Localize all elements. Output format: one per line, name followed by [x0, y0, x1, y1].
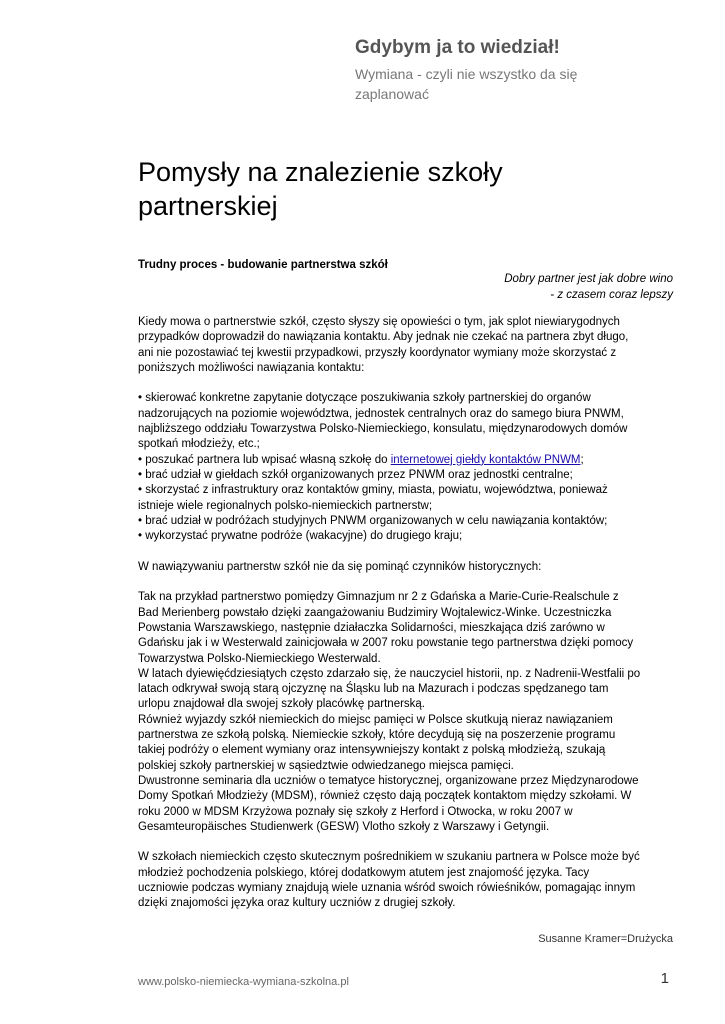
text-line: istnieje wiele regionalnych polsko-niemieckich partnerstw;: [138, 499, 433, 512]
text-line: urlopu znajdował dla swojej szkoły placówkę partnerską.: [138, 698, 426, 711]
text-line: Bad Merienberg powstało dzięki zaangażowaniu Budzimiry Wojtalewicz-Winke. Uczestniczka: [138, 606, 612, 619]
closing-paragraph: [138, 850, 678, 911]
motto-quote: [504, 272, 673, 303]
text-line: najbliższego oddziału Towarzystwa Polsko-Niemieckiego, konsulatu, międzynarodowych domów: [138, 423, 628, 436]
page-title: [138, 155, 618, 223]
text-line: uczniowie podczas wymiany znajdują wiele uznania wśród swoich rówieśników, pomagając innym: [138, 881, 636, 894]
text-line: takiej podróży o element wymiany oraz intensywniejszy kontakt z polską młodzieżą, szukają: [138, 744, 606, 757]
text-line: Tak na przykład partnerstwo pomiędzy Gimnazjum nr 2 z Gdańska a Marie-Curie-Realschule z: [138, 591, 619, 604]
text-line: polskiej szkoły partnerskiej w sąsiedztwie odwiedzanego miejsca pamięci.: [138, 759, 514, 772]
author-signature: Susanne Kramer=Drużycka: [538, 933, 673, 945]
bullet-list: [138, 391, 678, 544]
footer-url: www.polsko-niemiecka-wymiana-szkolna.pl: [138, 976, 349, 988]
historical-paragraph: [138, 590, 678, 835]
header-subtitle: [355, 64, 685, 104]
historical-intro: W nawiązywaniu partnerstw szkół nie da się pominąć czynników historycznych:: [138, 560, 542, 573]
text-line: • brać udział w giełdach szkół organizowanych przez PNWM oraz jednostki centralne;: [138, 468, 573, 481]
text-line: • brać udział w podróżach studyjnych PNWM organizowanych w celu nawiązania kontaktów;: [138, 514, 608, 527]
bullet-text: • poszukać partnera lub wpisać własną szkołę do: [138, 453, 391, 466]
page-title-line: partnerskiej: [138, 191, 278, 221]
text-line: ani nie pozostawiać tej kwestii przypadkowi, przyszły koordynator wymiany może skorzystać z: [138, 346, 617, 359]
text-line: dzięki znajomości języka oraz kultury uczniów z drugiej szkoły.: [138, 897, 456, 910]
text-line: nadzorujących na poziomie województwa, jednostek centralnych oraz do samego biura PNWM,: [138, 407, 624, 420]
section-heading: Trudny proces - budowanie partnerstwa szkół: [138, 259, 388, 271]
text-line: młodzież pochodzenia polskiego, której dodatkowym atutem jest znajomość języka. Tacy: [138, 866, 590, 879]
text-line: Gdańsku jak i w Westerwald zainicjowała w 2007 roku powstanie tego partnerstwa dzięki pomocy: [138, 637, 634, 650]
text-line: • skorzystać z infrastruktury oraz kontaktów gminy, miasta, powiatu, województwa, ponieważ: [138, 484, 608, 497]
text-line: partnerstwa ze szkołą polską. Niemieckie szkoły, które decydują się na poszerzenie programu: [138, 729, 616, 742]
motto-line: Dobry partner jest jak dobre wino: [504, 273, 673, 285]
text-line: Domy Spotkań Młodzieży (MDSM), również często dają początek kontaktom między szkołami. W: [138, 790, 632, 803]
text-line: Towarzystwa Polsko-Niemieckiego Westerwald.: [138, 652, 381, 665]
text-line: roku 2000 w MDSM Krzyżowa poznały się szkoły z Herford i Otwocka, w roku 2007 w: [138, 805, 573, 818]
text-line: • wykorzystać prywatne podróże (wakacyjne) do drugiego kraju;: [138, 530, 463, 543]
text-line: Dwustronne seminaria dla uczniów o tematyce historycznej, organizowane przez Międzynarodowe: [138, 774, 639, 787]
text-line: Kiedy mowa o partnerstwie szkół, często słyszy się opowieści o tym, jak splot niewiarygodnych: [138, 316, 620, 328]
text-line: W latach dyiewięćdziesiątych często zdarzało się, że nauczyciel historii, np. z Nadrenii-Westfalii po: [138, 667, 641, 680]
header-subtitle-line: zaplanować: [355, 86, 429, 102]
text-line: • skierować konkretne zapytanie dotyczące poszukiwania szkoły partnerskiej do organów: [138, 392, 591, 405]
text-line: W szkołach niemieckich często skutecznym pośrednikiem w szukaniu partnera w Polsce może być: [138, 851, 640, 864]
article-body: [138, 315, 678, 912]
bullet-with-link: [138, 453, 678, 468]
page-title-line: Pomysły na znalezienie szkoły: [138, 157, 503, 187]
contact-exchange-link[interactable]: internetowej giełdy kontaktów PNWM: [390, 453, 581, 466]
text-line: Gesamteuropäisches Studienwerk (GESW) Vlotho szkoły z Warszawy i Getyngii.: [138, 820, 550, 833]
document-header: [355, 37, 685, 104]
intro-paragraph: [138, 315, 678, 376]
text-line: Powstania Warszawskiego, następnie działaczka Solidarności, mieszkająca dziś zarówno w: [138, 621, 605, 634]
text-line: spotkań młodzieży, etc.;: [138, 438, 260, 451]
text-line: przypadków doprowadził do nawiązania kontaktu. Aby jednak nie czekać na partnera zbyt długo,: [138, 331, 629, 344]
header-subtitle-line: Wymiana - czyli nie wszystko da się: [355, 66, 578, 82]
bullet-text: ;: [580, 453, 584, 466]
text-line: poniższych możliwości nawiązania kontaktu:: [138, 361, 365, 374]
header-title: Gdybym ja to wiedział!: [355, 37, 560, 58]
text-line: latach odkrywał swoją starą ojczyznę na Śląsku lub na Mazurach i podczas spędzanego tam: [138, 683, 609, 696]
text-line: Również wyjazdy szkół niemieckich do miejsc pamięci w Polsce skutkują nieraz nawiązaniem: [138, 713, 613, 726]
motto-line: - z czasem coraz lepszy: [550, 288, 673, 301]
page-number: 1: [660, 970, 669, 987]
